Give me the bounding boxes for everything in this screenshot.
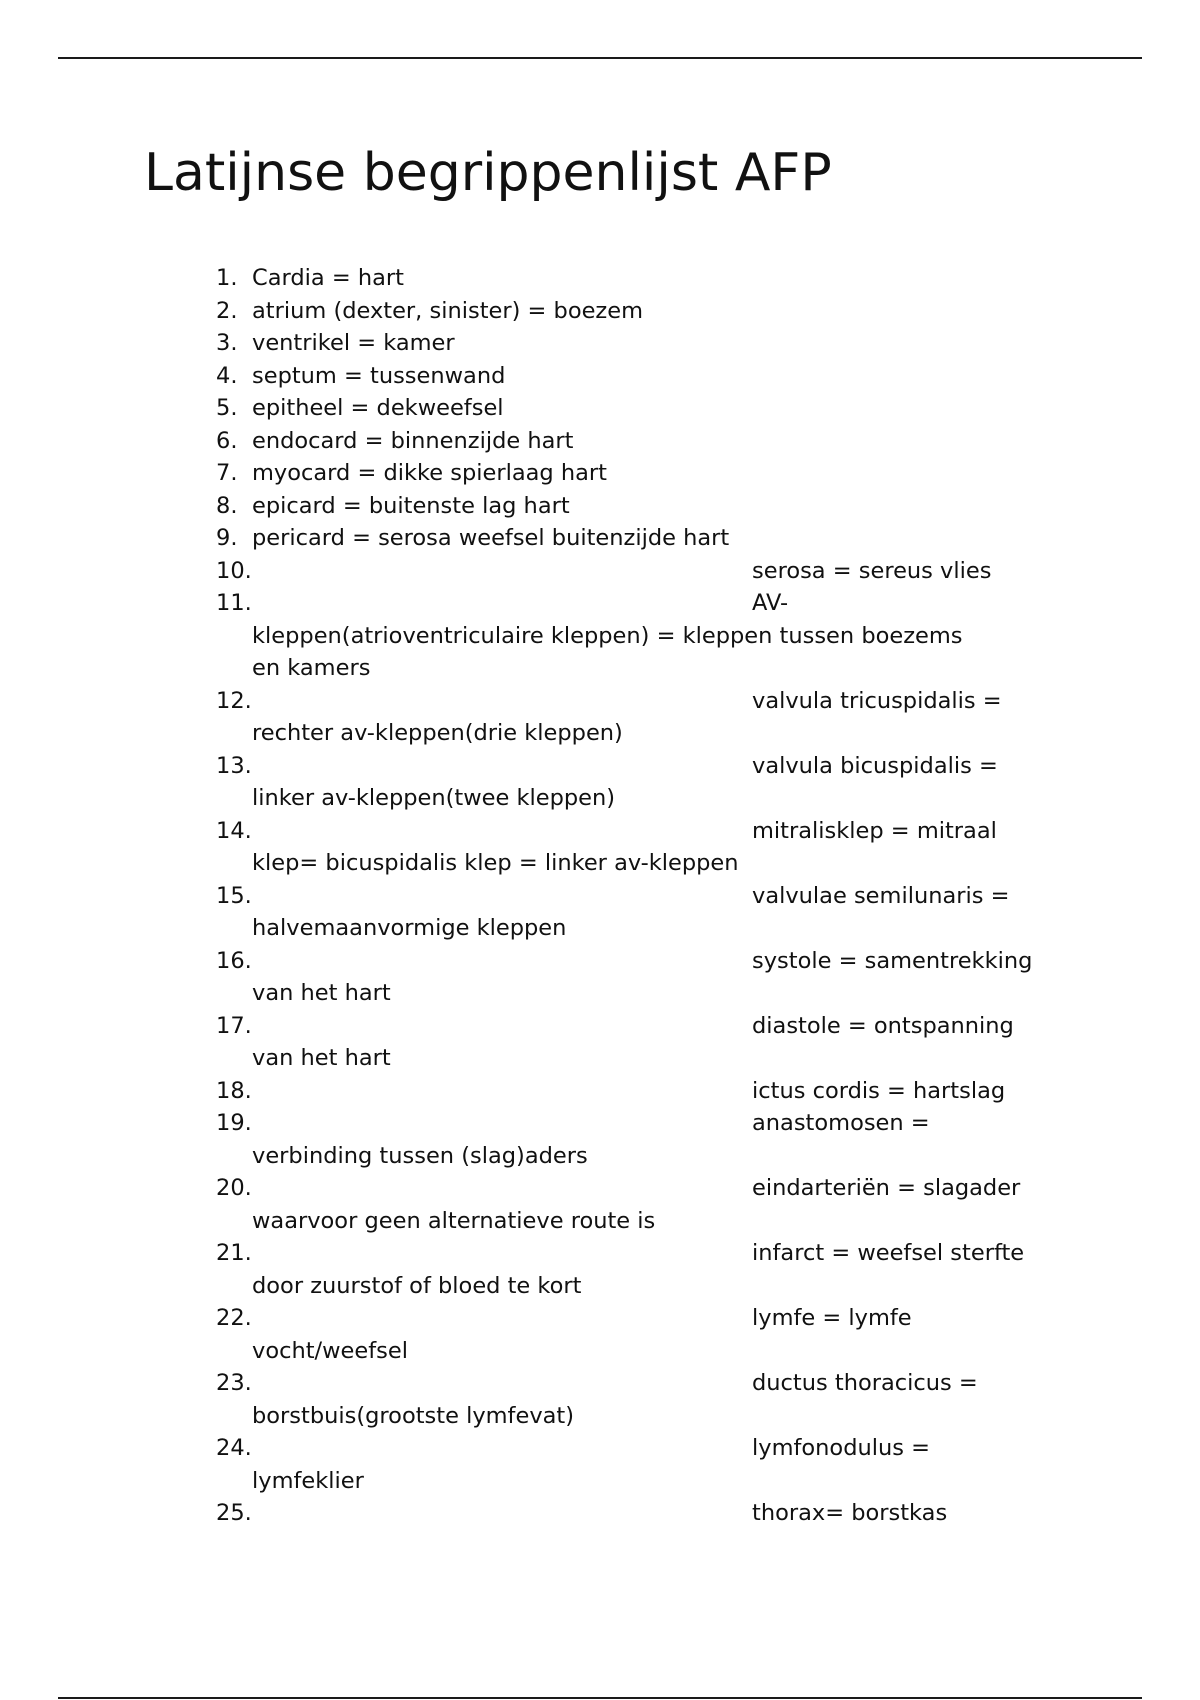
list-item <box>216 360 1116 393</box>
item-text-continued: vocht/weefsel <box>252 1337 408 1364</box>
list-item <box>216 262 1116 295</box>
item-number: 15. <box>216 882 252 909</box>
list-item <box>216 327 1116 360</box>
list-item <box>216 1367 1116 1432</box>
item-text: valvulae semilunaris = <box>752 882 1010 909</box>
item-text-continued: rechter av-kleppen(drie kleppen) <box>252 720 623 746</box>
item-number: 9. <box>216 525 238 551</box>
list-item <box>216 295 1116 328</box>
item-text: thorax= borstkas <box>752 1500 948 1526</box>
item-text-continued: waarvoor geen alternatieve route is <box>252 1207 656 1234</box>
item-number: 23. <box>216 1370 252 1396</box>
list-item <box>216 815 1116 880</box>
item-text: anastomosen = <box>752 1110 930 1136</box>
list-item <box>216 945 1116 1010</box>
item-text: pericard = serosa weefsel buitenzijde hart <box>252 525 730 551</box>
list-item <box>216 522 1116 555</box>
item-number: 18. <box>216 1077 252 1104</box>
item-number: 16. <box>216 947 252 974</box>
item-text-continued: halvemaanvormige kleppen <box>252 915 567 941</box>
item-text: diastole = ontspanning <box>752 1012 1014 1039</box>
item-text-continued: kleppen(atrioventriculaire kleppen) = kleppen tussen boezems <box>252 622 963 649</box>
item-text: valvula bicuspidalis = <box>752 752 998 779</box>
item-number: 17. <box>216 1012 252 1039</box>
item-number: 8. <box>216 492 238 519</box>
list-item <box>216 1010 1116 1075</box>
item-text: ductus thoracicus = <box>752 1370 978 1396</box>
list-item <box>216 555 1116 588</box>
list-item <box>216 1237 1116 1302</box>
list-item <box>216 392 1116 425</box>
list-item <box>216 880 1116 945</box>
item-text: Cardia = hart <box>252 265 404 291</box>
list-item <box>216 457 1116 490</box>
document-title: Latijnse begrippenlijst AFP <box>144 143 832 203</box>
item-number: 3. <box>216 330 238 356</box>
item-number: 2. <box>216 297 238 324</box>
item-text: lymfe = lymfe <box>752 1305 912 1331</box>
item-number: 4. <box>216 362 238 389</box>
item-number: 21. <box>216 1240 252 1266</box>
list-item <box>216 750 1116 815</box>
item-number: 5. <box>216 395 238 421</box>
item-text-continued: linker av-kleppen(twee kleppen) <box>252 785 616 811</box>
item-number: 25. <box>216 1500 252 1526</box>
top-rule <box>58 57 1142 59</box>
list-item <box>216 1075 1116 1108</box>
item-text: eindarteriën = slagader <box>752 1175 1021 1201</box>
item-text: myocard = dikke spierlaag hart <box>252 460 607 486</box>
item-number: 7. <box>216 460 238 486</box>
item-text: systole = samentrekking <box>752 947 1033 974</box>
item-number: 20. <box>216 1175 252 1201</box>
item-number: 10. <box>216 557 252 584</box>
item-text: ictus cordis = hartslag <box>752 1077 1006 1104</box>
term-list <box>216 262 1116 1530</box>
list-item <box>216 1432 1116 1497</box>
item-number: 1. <box>216 265 238 291</box>
list-item <box>216 685 1116 750</box>
item-text-continued: borstbuis(grootste lymfevat) <box>252 1402 575 1429</box>
item-text: mitralisklep = mitraal <box>752 817 997 844</box>
item-text: ventrikel = kamer <box>252 330 455 356</box>
item-text: endocard = binnenzijde hart <box>252 427 574 454</box>
list-item <box>216 425 1116 458</box>
item-text: valvula tricuspidalis = <box>752 687 1002 714</box>
item-number: 24. <box>216 1435 252 1461</box>
item-text: lymfonodulus = <box>752 1435 930 1461</box>
list-item <box>216 1497 1116 1530</box>
item-text: atrium (dexter, sinister) = boezem <box>252 297 644 324</box>
item-number: 11. <box>216 590 252 616</box>
item-number: 14. <box>216 817 252 844</box>
item-number: 12. <box>216 687 252 714</box>
item-text: septum = tussenwand <box>252 362 506 389</box>
list-item <box>216 1172 1116 1237</box>
item-text: epicard = buitenste lag hart <box>252 492 570 519</box>
item-number: 19. <box>216 1110 252 1136</box>
item-text-continued: van het hart <box>252 980 391 1006</box>
item-number: 6. <box>216 427 238 454</box>
list-item <box>216 1302 1116 1367</box>
item-text-continued: klep= bicuspidalis klep = linker av-kleppen <box>252 850 739 876</box>
item-text: AV- <box>752 590 789 616</box>
item-text-continued: door zuurstof of bloed te kort <box>252 1272 582 1299</box>
list-item <box>216 587 1116 685</box>
item-text-continued: van het hart <box>252 1045 391 1071</box>
item-number: 13. <box>216 752 252 779</box>
item-text-continued: verbinding tussen (slag)aders <box>252 1142 588 1169</box>
bottom-rule <box>58 1697 1142 1699</box>
item-text: epitheel = dekweefsel <box>252 395 504 421</box>
item-number: 22. <box>216 1305 252 1331</box>
list-item <box>216 1107 1116 1172</box>
item-text-continued: lymfeklier <box>252 1467 364 1494</box>
item-text: serosa = sereus vlies <box>752 557 992 584</box>
item-text: infarct = weefsel sterfte <box>752 1240 1025 1266</box>
list-item <box>216 490 1116 523</box>
item-text-continued: en kamers <box>252 655 371 681</box>
